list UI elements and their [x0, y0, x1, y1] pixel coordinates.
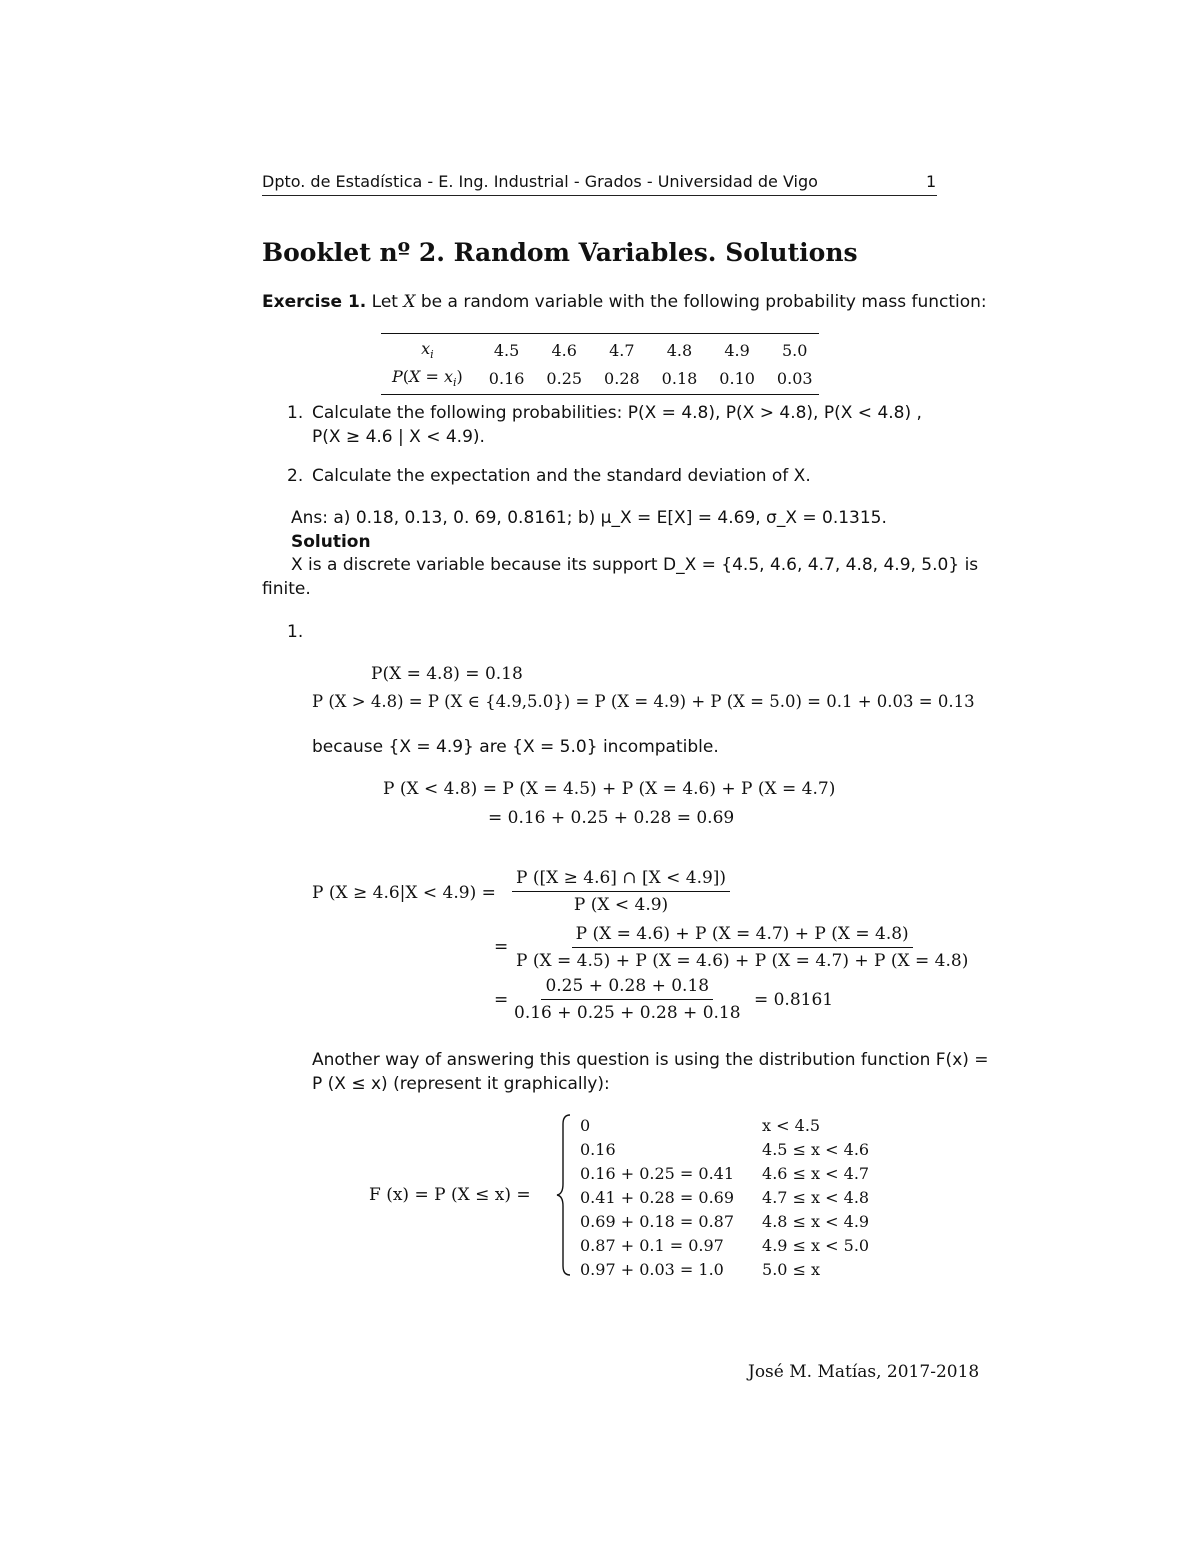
page-title: Booklet nº 2. Random Variables. Solutions — [262, 238, 858, 267]
pmf-p-cell: 0.25 — [546, 368, 583, 388]
cdf-row — [580, 1113, 869, 1137]
page-number: 1 — [926, 172, 937, 191]
cdf-row — [580, 1257, 869, 1281]
pmf-p-cell: 0.18 — [661, 368, 698, 388]
question-1-line2: P(X ≥ 4.6 | X < 4.9). — [312, 427, 485, 447]
frac3-denominator: 0.16 + 0.25 + 0.28 + 0.18 — [514, 1003, 741, 1023]
exercise-label: Exercise 1. — [262, 292, 367, 312]
pmf-table-wrap — [381, 333, 819, 395]
eq-prob-lt-48-a: P (X < 4.8) = P (X = 4.5) + P (X = 4.6) + P (X = 4.7) — [383, 779, 836, 799]
pmf-row2-label: $P(X = x_i)$ — [392, 367, 463, 390]
part-number: 1. — [287, 622, 304, 642]
pmf-row-p — [381, 364, 824, 392]
cond-fraction-2 — [512, 924, 972, 971]
alternative-line2: P (X ≤ x) (represent it graphically): — [312, 1074, 610, 1094]
pmf-p-cell: 0.10 — [719, 368, 755, 388]
eq-sign-3: = — [494, 990, 509, 1010]
cond-frac-1 — [512, 868, 730, 915]
solution-heading: Solution — [291, 532, 371, 552]
cdf-condition: 4.8 ≤ x < 4.9 — [762, 1211, 870, 1231]
header-text: Dpto. de Estadística - E. Ing. Industrial - Grados - Universidad de Vigo — [262, 172, 818, 191]
pmf-x-cell: 4.7 — [609, 340, 635, 360]
frac3-numerator: 0.25 + 0.28 + 0.18 — [541, 976, 713, 1000]
question-1-line1: Calculate the following probabilities: P(X = 4.8), P(X > 4.8), P(X < 4.8) , — [312, 403, 922, 423]
cond-lhs: P (X ≥ 4.6|X < 4.9) = — [312, 883, 496, 903]
eq-prob-gt-48: P (X > 4.8) = P (X ∈ {4.9,5.0}) = P (X = 4.9) + P (X = 5.0) = 0.1 + 0.03 = 0.13 — [312, 692, 975, 711]
exercise-intro-a: Let — [371, 292, 398, 312]
cdf-lhs: F (x) = P (X ≤ x) = — [369, 1185, 531, 1205]
pmf-row-x — [381, 336, 824, 364]
frac2-denominator: P (X = 4.5) + P (X = 4.6) + P (X = 4.7) + P (X = 4.8) — [516, 951, 969, 971]
cdf-brace — [555, 1112, 575, 1278]
pmf-p-cell: 0.28 — [604, 368, 640, 388]
cdf-value: 0.16 — [580, 1139, 616, 1159]
cdf-condition: 4.6 ≤ x < 4.7 — [762, 1163, 870, 1183]
frac2-numerator: P (X = 4.6) + P (X = 4.7) + P (X = 4.8) — [572, 924, 913, 948]
pmf-table — [381, 336, 824, 392]
cdf-value: 0 — [580, 1115, 591, 1135]
cdf-condition: 5.0 ≤ x — [762, 1259, 821, 1279]
cdf-row — [580, 1161, 869, 1185]
pmf-p-cell: 0.16 — [488, 368, 525, 388]
cdf-row — [580, 1233, 869, 1257]
solution-line1: X is a discrete variable because its support D_X = {4.5, 4.6, 4.7, 4.8, 4.9, 5.0} is — [291, 555, 979, 575]
cdf-value: 0.69 + 0.18 = 0.87 — [580, 1211, 735, 1231]
header-rule — [262, 195, 937, 196]
cdf-value: 0.87 + 0.1 = 0.97 — [580, 1235, 724, 1255]
cond-frac-2 — [512, 924, 972, 971]
eq-sign-2: = — [494, 937, 509, 957]
exercise-intro-b: be a random variable with the following probability mass function: — [420, 292, 987, 312]
cdf-row — [580, 1137, 869, 1161]
running-header — [262, 172, 818, 191]
eq-prob-48: P(X = 4.8) = 0.18 — [371, 664, 523, 684]
cdf-row — [580, 1185, 869, 1209]
frac1-numerator: P ([X ≥ 4.6] ∩ [X < 4.9]) — [512, 868, 730, 892]
cdf-row — [580, 1209, 869, 1233]
cdf-condition: 4.5 ≤ x < 4.6 — [762, 1139, 870, 1159]
cdf-condition: 4.9 ≤ x < 5.0 — [762, 1235, 870, 1255]
pmf-x-cell: 4.8 — [666, 340, 693, 360]
cond-fraction-1 — [512, 868, 730, 915]
cdf-value: 0.41 + 0.28 = 0.69 — [580, 1187, 735, 1207]
cdf-table — [580, 1113, 869, 1281]
question-2-number: 2. — [287, 466, 304, 486]
pmf-row1-label: $x_i$ — [421, 339, 434, 362]
cdf-condition: x < 4.5 — [762, 1115, 821, 1135]
because-line: because {X = 4.9} are {X = 5.0} incompatible. — [312, 737, 719, 757]
pmf-p-cell: 0.03 — [776, 368, 813, 388]
solution-line2: finite. — [262, 579, 311, 599]
eq-prob-lt-48-b: = 0.16 + 0.25 + 0.28 = 0.69 — [488, 808, 735, 828]
page-footer: José M. Matías, 2017-2018 — [748, 1362, 980, 1382]
cond-fraction-3 — [510, 976, 745, 1023]
cdf-condition: 4.7 ≤ x < 4.8 — [762, 1187, 870, 1207]
question-1-number: 1. — [287, 403, 304, 423]
pmf-x-cell: 5.0 — [782, 340, 808, 360]
cdf-value: 0.16 + 0.25 = 0.41 — [580, 1163, 735, 1183]
cond-frac-3 — [510, 976, 833, 1023]
frac1-denominator: P (X < 4.9) — [573, 895, 669, 915]
question-2-line1: Calculate the expectation and the standard deviation of X. — [312, 466, 811, 486]
cond-result: = 0.8161 — [753, 989, 834, 1010]
pmf-x-cell: 4.5 — [493, 340, 520, 360]
pmf-x-cell: 4.6 — [551, 340, 577, 360]
exercise-intro: Exercise 1. Let X be a random variable with the following probability mass function: — [262, 292, 987, 312]
answer-line: Ans: a) 0.18, 0.13, 0. 69, 0.8161; b) μ_X = E[X] = 4.69, σ_X = 0.1315. — [291, 508, 887, 528]
pmf-x-cell: 4.9 — [724, 340, 750, 360]
alternative-line1: Another way of answering this question is using the distribution function F(x) = — [312, 1050, 989, 1070]
cdf-value: 0.97 + 0.03 = 1.0 — [580, 1259, 724, 1279]
